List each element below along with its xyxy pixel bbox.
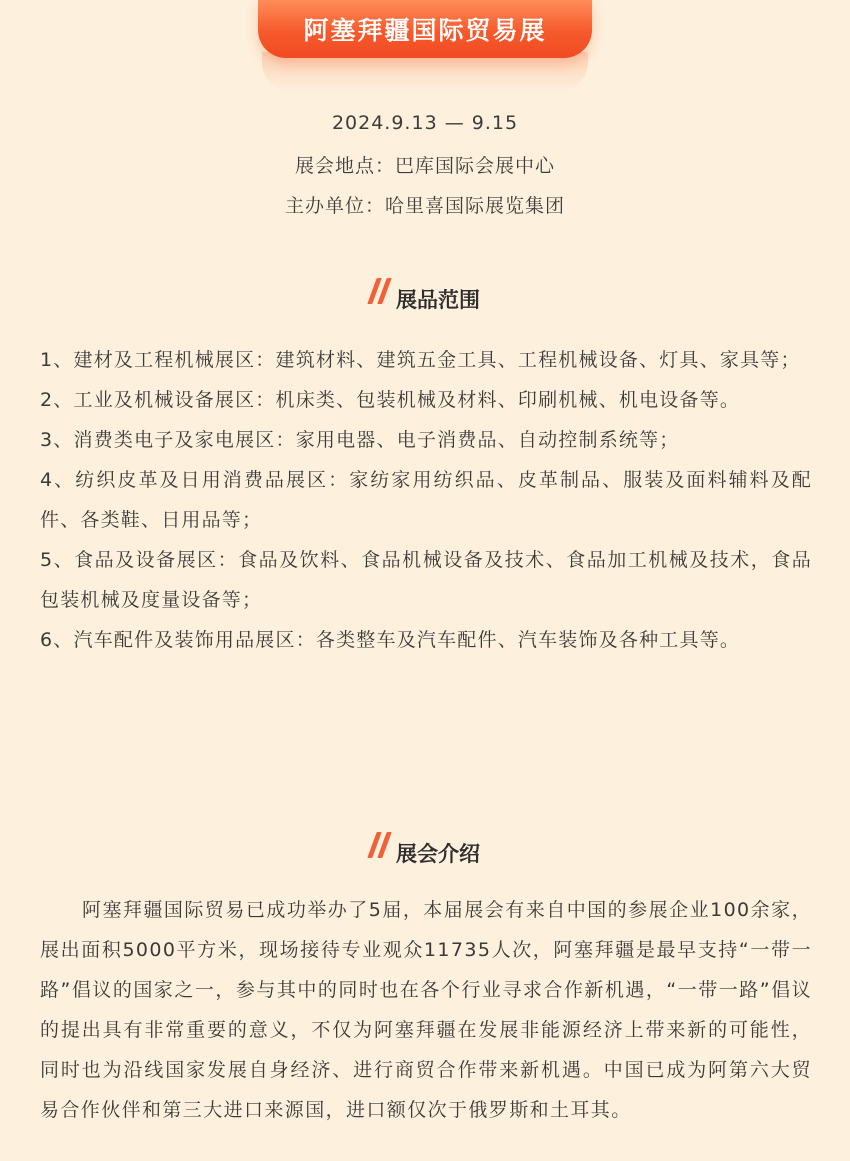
list-item: 6、汽车配件及装饰用品展区：各类整车及汽车配件、汽车装饰及各种工具等。 [40, 629, 741, 651]
double-slash-icon [370, 832, 392, 860]
list-item: 2、工业及机械设备展区：机床类、包装机械及材料、印刷机械、机电设备等。 [40, 389, 741, 411]
exhibit-scope-list [40, 340, 812, 660]
intro-paragraph: 阿塞拜疆国际贸易已成功举办了5届，本届展会有来自中国的参展企业100余家，展出面积5000平方米，现场接待专业观众11735人次，阿塞拜疆是最早支持“一带一路”倡议的国家之一，参与其中的同时也在各个行业寻求合作新机遇，“一带一路”倡议的提出具有非常重要的意义，不仅为阿塞拜疆在发展非能源经济上带来新的可能性，同时也为沿线国家发展自身经济、进行商贸合作带来新机遇。中国已成为阿第六大贸易合作伙伴和第三大进口来源国，进口额仅次于俄罗斯和土耳其。 [40, 899, 812, 1121]
list-item: 1、建材及工程机械展区：建筑材料、建筑五金工具、工程机械设备、灯具、家具等； [40, 349, 801, 371]
section-title-intro: 展会介绍 [396, 842, 480, 866]
section-heading-scope [0, 284, 850, 314]
exhibition-organizer: 主办单位：哈里喜国际展览集团 [284, 195, 565, 217]
list-item: 4、纺织皮革及日用消费品展区：家纺家用纺织品、皮革制品、服装及面料辅料及配件、各类鞋、日用品等； [40, 469, 812, 531]
section-title-scope: 展品范围 [396, 288, 480, 312]
list-item: 3、消费类电子及家电展区：家用电器、电子消费品、自动控制系统等； [40, 429, 680, 451]
list-item: 5、食品及设备展区：食品及饮料、食品机械设备及技术、食品加工机械及技术，食品包装机械及度量设备等； [40, 549, 812, 611]
title-banner-shadow [262, 52, 588, 92]
double-slash-icon [370, 278, 392, 306]
section-heading-intro [0, 838, 850, 868]
exhibition-dates: 2024.9.13 — 9.15 [331, 112, 519, 134]
page-title: 阿塞拜疆国际贸易展 [303, 16, 547, 45]
exhibition-venue: 展会地点：巴库国际会展中心 [294, 155, 555, 177]
title-banner [258, 0, 592, 58]
